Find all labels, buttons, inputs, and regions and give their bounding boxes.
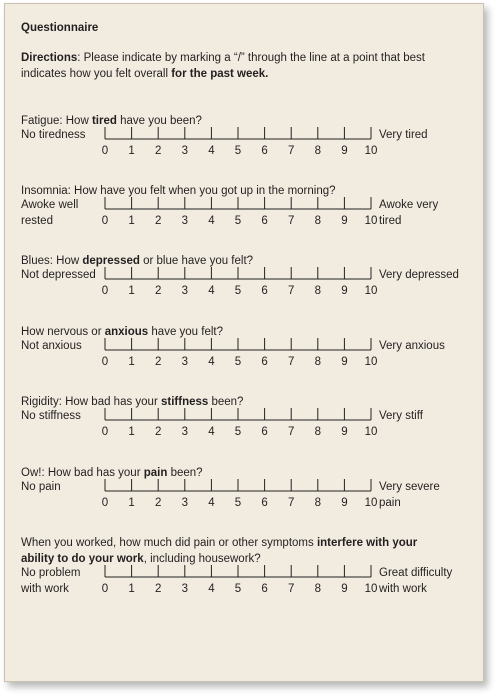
scale-number: 1 bbox=[128, 426, 135, 438]
scale-left-anchor: No stiffness bbox=[21, 410, 81, 422]
scale-number: 0 bbox=[101, 426, 109, 438]
scale-number: 1 bbox=[128, 215, 135, 227]
scale-number: 9 bbox=[341, 285, 348, 297]
question-keyword: depressed bbox=[82, 255, 140, 267]
question-text-part: or blue have you felt? bbox=[139, 255, 254, 267]
scale-left-anchor: Not depressed bbox=[21, 269, 96, 281]
scale-number: 7 bbox=[287, 145, 295, 157]
question-text-part: been? bbox=[167, 467, 203, 479]
question-item bbox=[5, 535, 483, 605]
scale-number: 5 bbox=[234, 583, 242, 595]
scale-number: 7 bbox=[287, 356, 295, 368]
question-item bbox=[5, 183, 483, 253]
scale-number: 3 bbox=[181, 356, 189, 368]
question-text-part: How nervous or bbox=[21, 326, 105, 338]
scale-number: 5 bbox=[234, 215, 242, 227]
scale-number: 4 bbox=[208, 583, 215, 595]
scale-number: 3 bbox=[181, 285, 189, 297]
question-text-part: When you worked, how much did pain or other symptoms bbox=[21, 537, 317, 549]
question-text-part: Blues: How bbox=[21, 255, 83, 267]
directions-label: Directions bbox=[21, 52, 78, 64]
rating-scale[interactable] bbox=[5, 324, 483, 394]
scale-number: 6 bbox=[261, 215, 268, 227]
directions-body: : Please indicate by marking a “/” through the line at a point that best indicates how you felt overall bbox=[21, 52, 426, 80]
scale-number: 10 bbox=[364, 356, 378, 368]
question-keyword: anxious bbox=[104, 326, 149, 338]
scale-number: 5 bbox=[234, 145, 242, 157]
directions-emphasis: for the past week. bbox=[171, 68, 269, 80]
scale-number: 9 bbox=[341, 497, 348, 509]
scale-left-anchor: No pain bbox=[21, 481, 61, 493]
scale-number: 3 bbox=[181, 583, 189, 595]
scale-number: 6 bbox=[261, 497, 268, 509]
question-item bbox=[5, 394, 483, 464]
question-text-part: have you been? bbox=[116, 115, 202, 127]
scale-number: 6 bbox=[261, 285, 268, 297]
scale-number: 9 bbox=[341, 145, 348, 157]
scale-number: 0 bbox=[101, 285, 109, 297]
question-keyword: pain bbox=[143, 467, 168, 479]
scale-number: 9 bbox=[341, 426, 348, 438]
scale-left-anchor: Awoke well rested bbox=[21, 199, 79, 227]
question-text-part: Ow!: How bad has your bbox=[21, 467, 144, 479]
scale-number: 3 bbox=[181, 497, 189, 509]
scale-number: 10 bbox=[364, 285, 378, 297]
scale-number: 1 bbox=[128, 583, 135, 595]
rating-scale[interactable] bbox=[5, 465, 483, 535]
scale-number: 1 bbox=[128, 145, 135, 157]
scale-number: 4 bbox=[208, 356, 215, 368]
question-text-part: been? bbox=[208, 396, 244, 408]
question-keyword: interfere with your ability to do your work bbox=[21, 537, 418, 565]
scale-number: 5 bbox=[234, 426, 242, 438]
scale-number: 8 bbox=[314, 497, 322, 509]
scale-number: 7 bbox=[287, 285, 295, 297]
scale-number: 0 bbox=[101, 215, 109, 227]
rating-scale[interactable] bbox=[5, 183, 483, 253]
scale-number: 2 bbox=[154, 583, 162, 595]
question-item bbox=[5, 253, 483, 323]
scale-number: 10 bbox=[364, 145, 378, 157]
question-text-part: Insomnia: How have you felt when you got up in the morning? bbox=[21, 185, 336, 197]
scale-number: 3 bbox=[181, 145, 189, 157]
scale-number: 2 bbox=[154, 426, 162, 438]
scale-number: 6 bbox=[261, 426, 268, 438]
scale-number: 3 bbox=[181, 426, 189, 438]
scale-right-anchor: Very anxious bbox=[379, 340, 445, 352]
scale-number: 8 bbox=[314, 215, 322, 227]
scale-number: 10 bbox=[364, 497, 378, 509]
question-text-part: Rigidity: How bad has your bbox=[21, 396, 161, 408]
scale-number: 2 bbox=[154, 497, 162, 509]
scale-right-anchor: Very tired bbox=[379, 129, 428, 141]
scale-number: 6 bbox=[261, 145, 268, 157]
scale-left-anchor: Not anxious bbox=[21, 340, 82, 352]
scale-number: 7 bbox=[287, 215, 295, 227]
scale-number: 6 bbox=[261, 583, 268, 595]
scale-number: 2 bbox=[154, 215, 162, 227]
question-item bbox=[5, 324, 483, 394]
scale-left-anchor: No tiredness bbox=[21, 129, 86, 141]
scale-number: 7 bbox=[287, 497, 295, 509]
scale-number: 3 bbox=[181, 215, 189, 227]
scale-number: 10 bbox=[364, 215, 378, 227]
rating-scale[interactable] bbox=[5, 253, 483, 323]
question-text-part: Fatigue: How bbox=[21, 115, 92, 127]
scale-number: 4 bbox=[208, 426, 215, 438]
questionnaire-card bbox=[4, 3, 484, 682]
scale-number: 5 bbox=[234, 497, 242, 509]
question-text-part: have you felt? bbox=[148, 326, 224, 338]
scale-number: 2 bbox=[154, 356, 162, 368]
scale-number: 4 bbox=[208, 497, 215, 509]
scale-number: 1 bbox=[128, 285, 135, 297]
scale-number: 10 bbox=[364, 426, 378, 438]
scale-number: 1 bbox=[128, 497, 135, 509]
rating-scale[interactable] bbox=[5, 535, 483, 605]
scale-number: 8 bbox=[314, 583, 322, 595]
scale-number: 10 bbox=[364, 583, 378, 595]
scale-left-anchor: No problem with work bbox=[21, 567, 81, 595]
scale-number: 0 bbox=[101, 583, 109, 595]
scale-right-anchor: Very severe pain bbox=[379, 481, 440, 509]
scale-right-anchor: Great difficulty with work bbox=[379, 567, 453, 595]
rating-scale[interactable] bbox=[5, 113, 483, 183]
scale-right-anchor: Very stiff bbox=[379, 410, 423, 422]
scale-number: 9 bbox=[341, 583, 348, 595]
scale-number: 9 bbox=[341, 215, 348, 227]
question-item bbox=[5, 465, 483, 535]
scale-number: 8 bbox=[314, 145, 322, 157]
question-keyword: tired bbox=[91, 115, 117, 127]
directions-text bbox=[21, 50, 461, 82]
scale-number: 0 bbox=[101, 145, 109, 157]
questionnaire-title: Questionnaire bbox=[21, 22, 99, 34]
question-text-part: , including housework? bbox=[143, 553, 261, 565]
scale-right-anchor: Awoke very tired bbox=[379, 199, 439, 227]
scale-number: 9 bbox=[341, 356, 348, 368]
scale-number: 0 bbox=[101, 497, 109, 509]
scale-right-anchor: Very depressed bbox=[379, 269, 459, 281]
scale-number: 4 bbox=[208, 145, 215, 157]
question-keyword: stiffness bbox=[160, 396, 209, 408]
scale-number: 8 bbox=[314, 356, 322, 368]
scale-number: 4 bbox=[208, 215, 215, 227]
scale-number: 2 bbox=[154, 285, 162, 297]
scale-number: 0 bbox=[101, 356, 109, 368]
scale-number: 7 bbox=[287, 426, 295, 438]
scale-number: 8 bbox=[314, 426, 322, 438]
question-item bbox=[5, 113, 483, 183]
scale-number: 5 bbox=[234, 285, 242, 297]
scale-number: 8 bbox=[314, 285, 322, 297]
rating-scale[interactable] bbox=[5, 394, 483, 464]
scale-number: 2 bbox=[154, 145, 162, 157]
scale-number: 7 bbox=[287, 583, 295, 595]
scale-number: 4 bbox=[208, 285, 215, 297]
scale-number: 5 bbox=[234, 356, 242, 368]
scale-number: 6 bbox=[261, 356, 268, 368]
scale-number: 1 bbox=[128, 356, 135, 368]
